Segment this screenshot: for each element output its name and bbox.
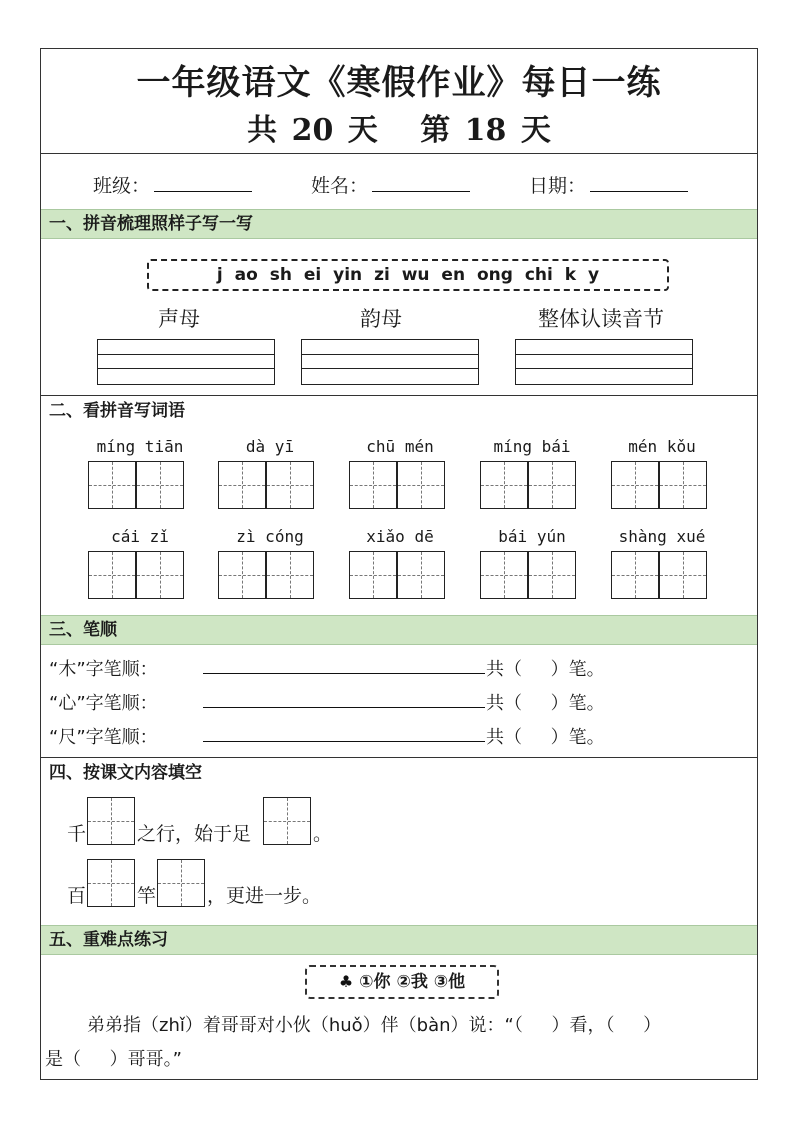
fill-text: 。: [313, 823, 333, 845]
pinyin-label: míng bái: [493, 437, 571, 456]
stroke-order-row: [49, 689, 749, 715]
name-field[interactable]: [311, 171, 470, 198]
writing-grid[interactable]: [611, 461, 659, 509]
pinyin-label: cái zǐ: [111, 527, 169, 546]
pinyin-label: zì cóng: [236, 527, 304, 546]
class-field[interactable]: [93, 171, 252, 198]
section5-heading: 五、重难点练习: [41, 925, 757, 955]
stroke-label: “木”字笔顺：: [49, 659, 158, 680]
category-initials: 声母: [158, 307, 200, 331]
writing-grid[interactable]: [218, 551, 266, 599]
writing-grid[interactable]: [87, 797, 135, 845]
pronoun-options: ①你 ②我 ③他: [359, 972, 466, 992]
stroke-count: 共（ ）笔。: [486, 659, 605, 680]
stroke-order-row: [49, 723, 749, 749]
writing-grid[interactable]: [659, 551, 707, 599]
writing-grid[interactable]: [263, 797, 311, 845]
writing-grid[interactable]: [266, 461, 314, 509]
stroke-answer-line[interactable]: [203, 673, 485, 674]
writing-lines-whole-syllables[interactable]: [515, 339, 693, 385]
writing-lines-initials[interactable]: [97, 339, 275, 385]
writing-grid[interactable]: [218, 461, 266, 509]
writing-grid[interactable]: [528, 551, 576, 599]
category-whole-syllables: 整体认读音节: [538, 307, 664, 331]
stroke-label: “心”字笔顺：: [49, 693, 158, 714]
stroke-order-row: [49, 655, 749, 681]
divider: [41, 395, 757, 396]
section1-heading: 一、拼音梳理照样子写一写: [41, 209, 757, 239]
worksheet: [40, 48, 758, 1080]
writing-grid[interactable]: [659, 461, 707, 509]
fill-text: 千: [67, 823, 87, 845]
section4-heading: 四、按课文内容填空: [41, 759, 757, 789]
writing-grid[interactable]: [528, 461, 576, 509]
category-finals: 韵母: [360, 307, 402, 331]
fill-text: ，更进一步。: [207, 885, 322, 907]
writing-grid[interactable]: [136, 461, 184, 509]
writing-grid[interactable]: [397, 461, 445, 509]
fill-text: 之行，始于足: [137, 823, 252, 845]
current-day: 第 18 天: [420, 113, 551, 148]
writing-grid[interactable]: [136, 551, 184, 599]
fill-text: 百: [67, 885, 87, 907]
fill-text: 竿: [137, 885, 157, 907]
pronoun-options-box: [305, 965, 499, 999]
writing-grid[interactable]: [88, 551, 136, 599]
total-days: 共 20 天: [247, 113, 378, 148]
writing-grid[interactable]: [480, 461, 528, 509]
pinyin-label: dà yī: [245, 437, 295, 456]
divider: [41, 153, 757, 154]
pinyin-label: bái yún: [498, 527, 566, 546]
name-label: 姓名：: [311, 175, 369, 197]
date-field[interactable]: [529, 171, 688, 198]
divider: [41, 757, 757, 758]
writing-grid[interactable]: [349, 461, 397, 509]
pinyin-label: míng tiān: [96, 437, 184, 456]
stroke-answer-line[interactable]: [203, 741, 485, 742]
pinyin-label: xiǎo dē: [366, 527, 434, 546]
writing-lines-finals[interactable]: [301, 339, 479, 385]
worksheet-subtitle: [41, 105, 757, 149]
pinyin-label: mén kǒu: [628, 437, 696, 456]
stroke-label: “尺”字笔顺：: [49, 727, 158, 748]
name-blank[interactable]: [372, 175, 470, 192]
writing-grid[interactable]: [157, 859, 205, 907]
stroke-answer-line[interactable]: [203, 707, 485, 708]
writing-grid[interactable]: [88, 461, 136, 509]
pinyin-label: shàng xué: [618, 527, 706, 546]
clover-icon: ♣: [338, 972, 354, 991]
stroke-count: 共（ ）笔。: [486, 693, 605, 714]
writing-grid[interactable]: [480, 551, 528, 599]
class-blank[interactable]: [154, 175, 252, 192]
writing-grid[interactable]: [611, 551, 659, 599]
class-label: 班级：: [93, 175, 151, 197]
pinyin-label: chū mén: [366, 437, 434, 456]
writing-grid[interactable]: [397, 551, 445, 599]
section2-heading: 二、看拼音写词语: [41, 397, 757, 427]
date-label: 日期：: [529, 175, 587, 197]
writing-grid[interactable]: [87, 859, 135, 907]
worksheet-title: 一年级语文《寒假作业》每日一练: [136, 63, 662, 103]
section3-heading: 三、笔顺: [41, 615, 757, 645]
writing-grid[interactable]: [349, 551, 397, 599]
exercise-sentence-line1: 弟弟指（zhǐ）着哥哥对小伙（huǒ）伴（bàn）说：“（ ）看，（ ）: [87, 1015, 662, 1036]
pinyin-sample-box: j ao sh ei yin zi wu en ong chi k y: [147, 259, 669, 291]
exercise-sentence-line2: 是（ ）哥哥。”: [45, 1049, 182, 1070]
date-blank[interactable]: [590, 175, 688, 192]
stroke-count: 共（ ）笔。: [486, 727, 605, 748]
writing-grid[interactable]: [266, 551, 314, 599]
